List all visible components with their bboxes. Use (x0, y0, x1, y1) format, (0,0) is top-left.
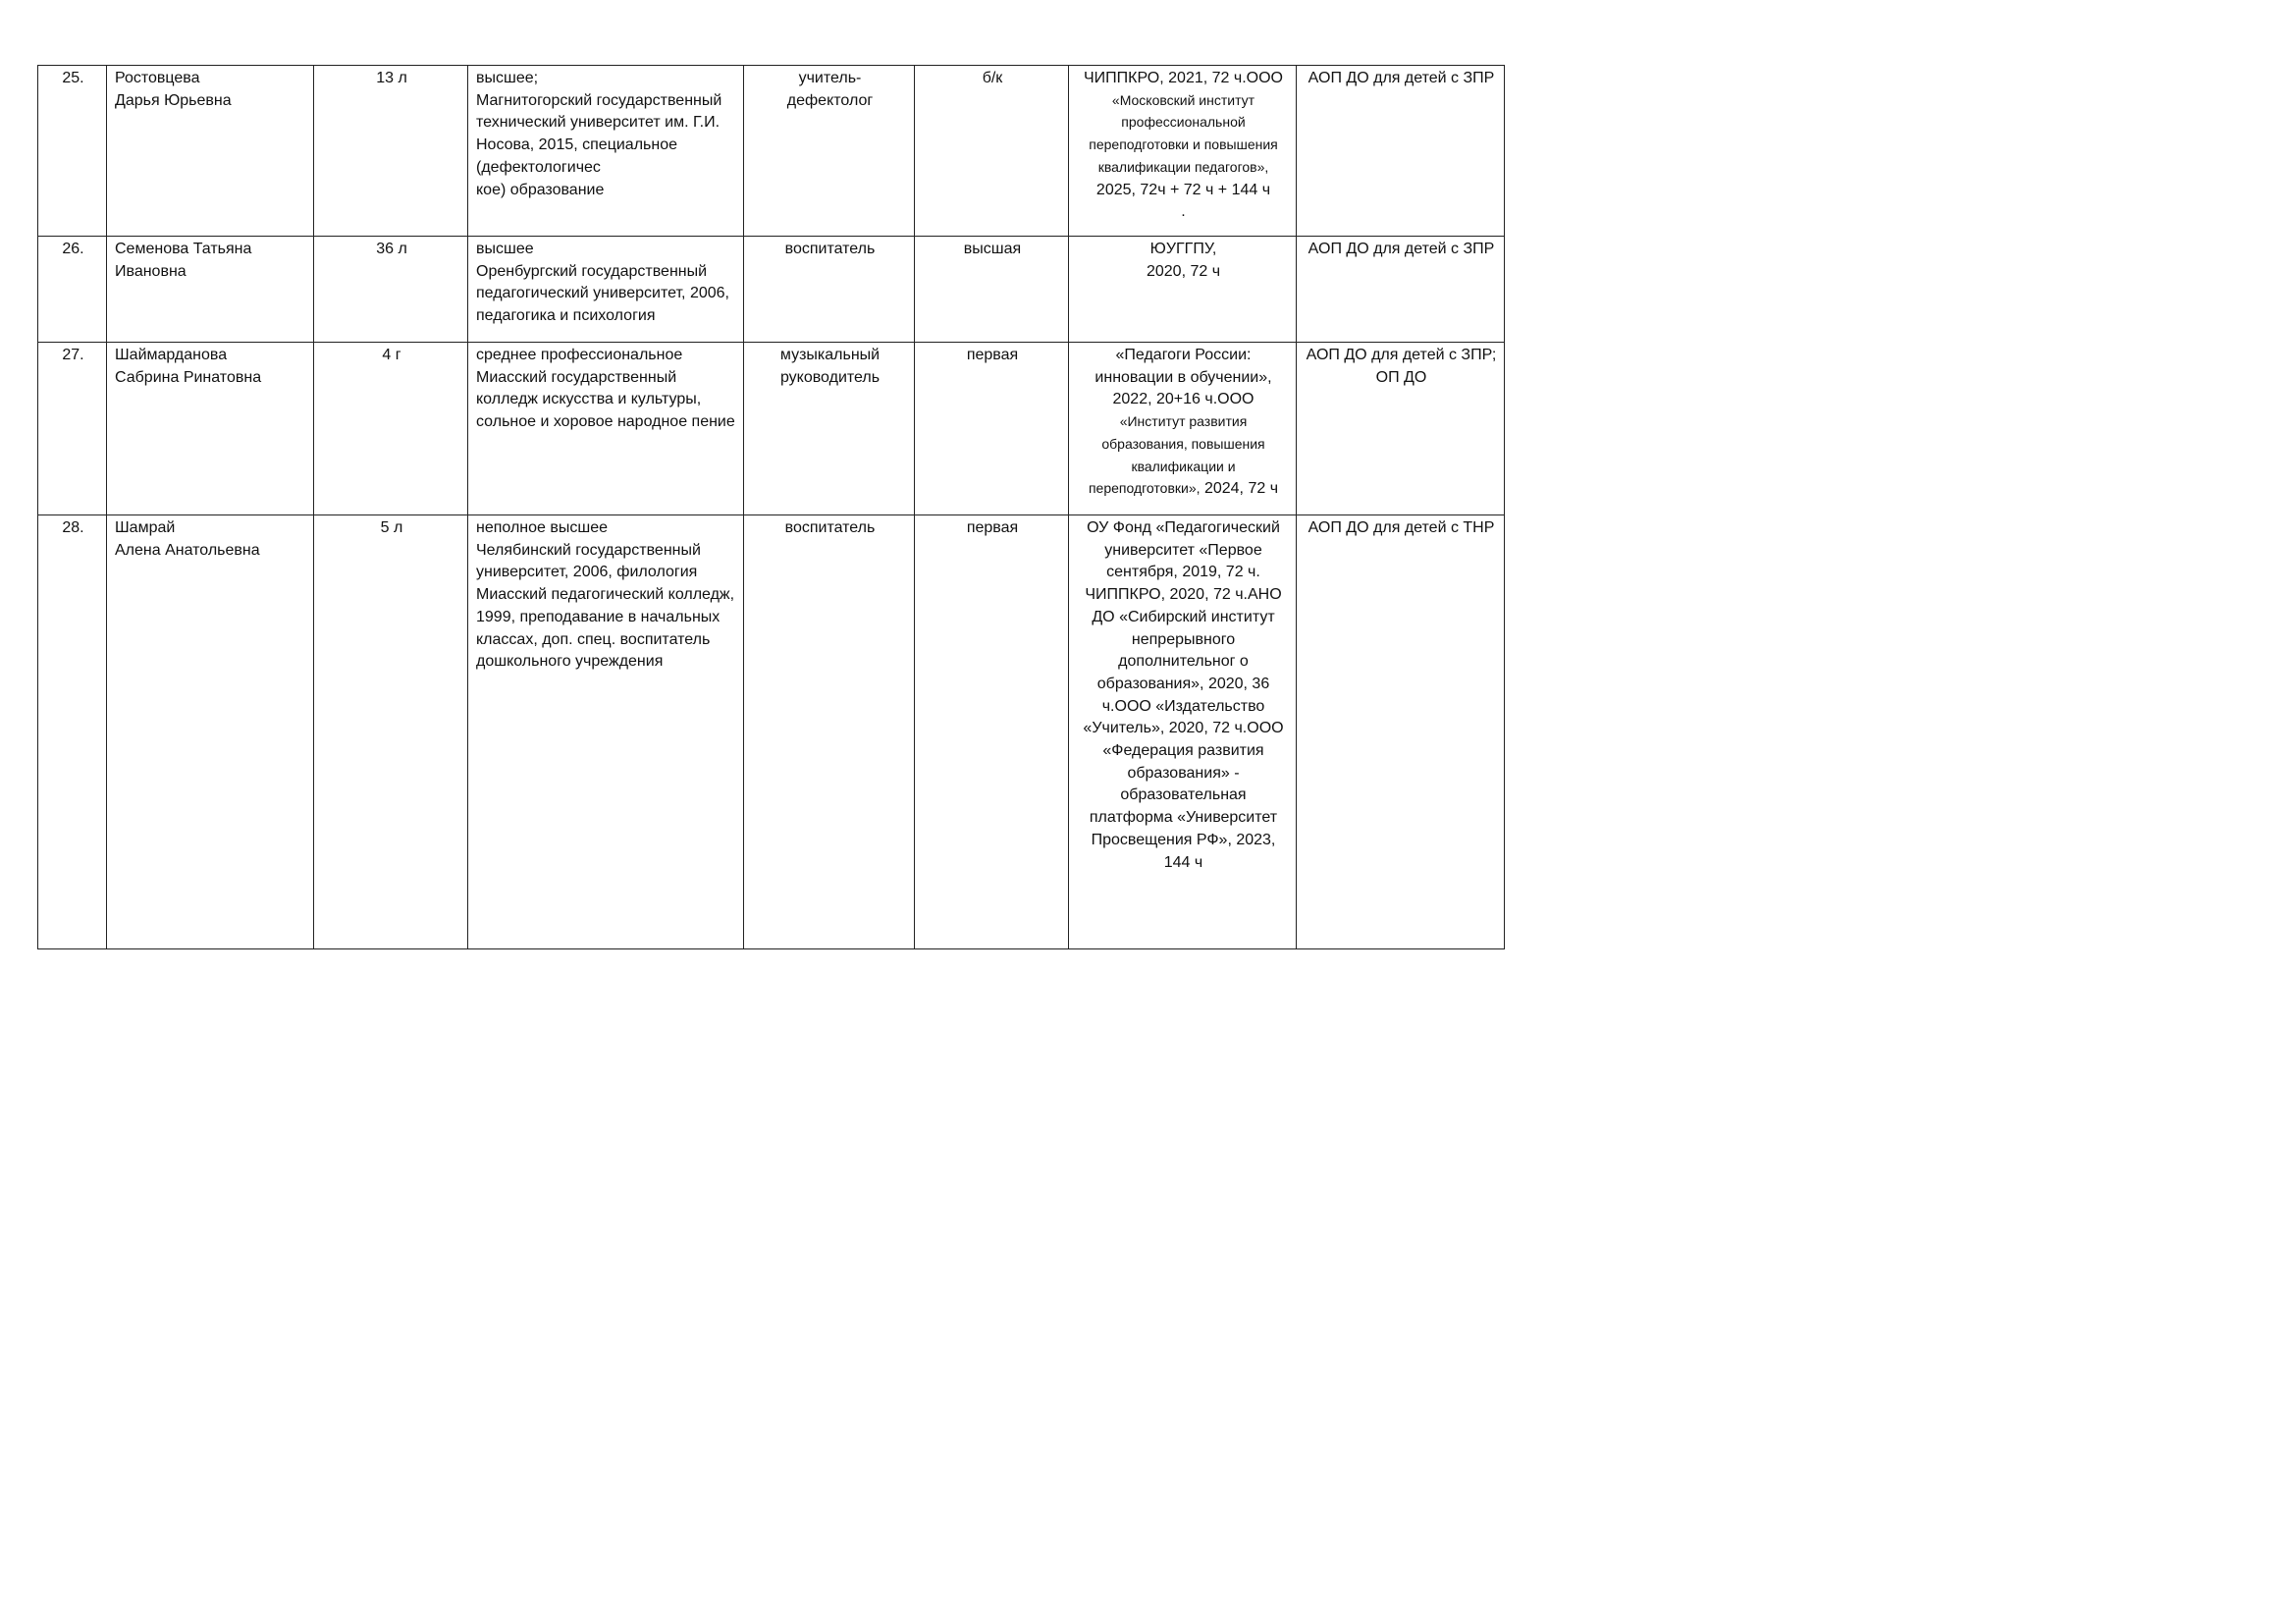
employee-name: Семенова Татьяна Ивановна (107, 237, 314, 343)
education-program: АОП ДО для детей с ТНР (1297, 515, 1505, 949)
education-program: АОП ДО для детей с ЗПР (1297, 237, 1505, 343)
training-hours: 2024, 72 ч (1200, 480, 1279, 498)
employee-name: Ростовцева Дарья Юрьевна (107, 66, 314, 237)
staff-table-page (37, 65, 1504, 949)
position: воспитатель (744, 515, 915, 949)
qualification-category: первая (915, 515, 1069, 949)
education: неполное высшее Челябинский государственный университет, 2006, филология Миасский педагогический колледж, 1999, преподавание в начальных классах, доп. спец. воспитатель дошкольного учреждения (468, 515, 744, 949)
position: учитель- дефектолог (744, 66, 915, 237)
staff-table (37, 65, 1505, 949)
row-number: 25. (38, 66, 107, 237)
education-program: АОП ДО для детей с ЗПР; ОП ДО (1297, 343, 1505, 515)
training-text: «Педагоги России: инновации в обучении», 2022, 20+16 ч.ООО (1095, 347, 1272, 408)
table-row (38, 515, 1505, 949)
education: высшее; Магнитогорский государственный технический университет им. Г.И. Носова, 2015, специальное (дефектологичес кое) образование (468, 66, 744, 237)
training-hours: 2025, 72ч + 72 ч + 144 ч . (1095, 181, 1271, 221)
row-number: 27. (38, 343, 107, 515)
training-text: ЧИППКРО, 2021, 72 ч.ООО (1084, 70, 1283, 86)
position: музыкальный руководитель (744, 343, 915, 515)
work-experience: 36 л (314, 237, 468, 343)
training-organization: «Институт развития образования, повышения квалификации и переподготовки», (1088, 413, 1265, 497)
education: высшее Оренбургский государственный педагогический университет, 2006, педагогика и психология (468, 237, 744, 343)
row-number: 26. (38, 237, 107, 343)
row-number: 28. (38, 515, 107, 949)
employee-name: Шаймарданова Сабрина Ринатовна (107, 343, 314, 515)
work-experience: 4 г (314, 343, 468, 515)
qualification-category: б/к (915, 66, 1069, 237)
table-row (38, 343, 1505, 515)
professional-training: ЮУГГПУ, 2020, 72 ч (1069, 237, 1297, 343)
employee-name: Шамрай Алена Анатольевна (107, 515, 314, 949)
position: воспитатель (744, 237, 915, 343)
education: среднее профессиональное Миасский государственный колледж искусства и культуры, сольное и хоровое народное пение (468, 343, 744, 515)
professional-training (1069, 343, 1297, 515)
qualification-category: высшая (915, 237, 1069, 343)
training-organization: «Московский институт профессиональной переподготовки и повышения квалификации педагогов», (1089, 91, 1278, 175)
professional-training (1069, 66, 1297, 237)
table-row (38, 66, 1505, 237)
work-experience: 13 л (314, 66, 468, 237)
table-row (38, 237, 1505, 343)
work-experience: 5 л (314, 515, 468, 949)
professional-training: ОУ Фонд «Педагогический университет «Первое сентября, 2019, 72 ч. ЧИППКРО, 2020, 72 ч.АНО ДО «Сибирский институт непрерывного дополнительног о образования», 2020, 36 ч.ООО «Издательство «Учитель», 2020, 72 ч.ООО «Федерация развития образования» - образовательная платформа «Университет Просвещения РФ», 2023, 144 ч (1069, 515, 1297, 949)
education-program: АОП ДО для детей с ЗПР (1297, 66, 1505, 237)
qualification-category: первая (915, 343, 1069, 515)
